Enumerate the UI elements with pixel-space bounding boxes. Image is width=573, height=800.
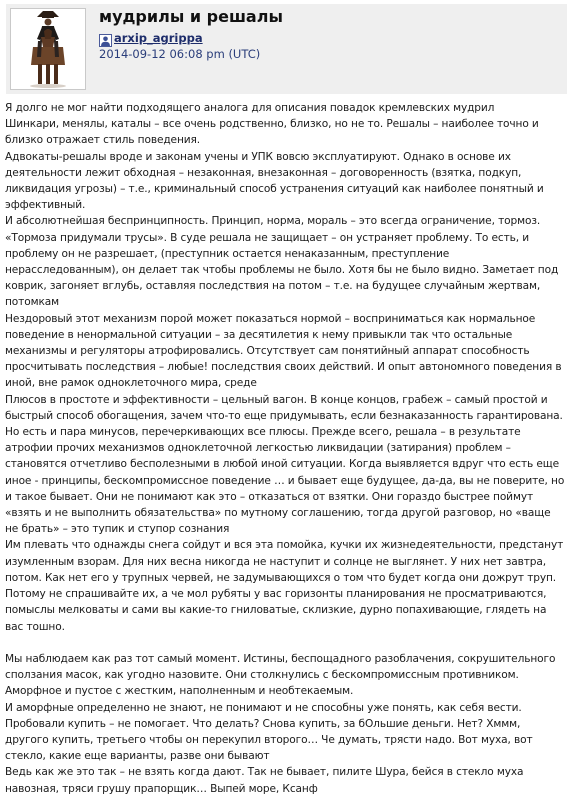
- paragraph: Им плевать что однажды снега сойдут и вся эта помойка, кучки их жизнедеятельности, предстанут изумленным взорам. Для них весна никогда не наступит и солнце не выглянет. У них нет завтра, потом. Как нет его у трупных червей, не задумывающихся о том что будет когда они дожрут труп. Потому не спрашивайте их, а че мол рубяты у вас горизонты планирования не просматриваются, помыслы мелковаты и сами вы какие-то гниловатые, склизкие, дурно попахивающие, глядеть на вас тошно.: [5, 539, 564, 633]
- cowboy-on-horse-icon: [11, 9, 85, 89]
- paragraph: Шинкари, менялы, каталы – все очень родственно, близко, но не то. Решалы – наиболее точно и близко отражает стиль поведения.: [5, 118, 539, 147]
- paragraph: Я долго не мог найти подходящего аналога для описания повадок кремлевских мудрил: [5, 102, 495, 114]
- entry-header: [6, 4, 567, 94]
- paragraph: Нездоровый этот механизм порой может показаться нормой – восприниматься как нормальное поведение в ненормальной ситуации – за десятилетия к нему привыкли так что остальные механизмы и регуляторы атрофировались. Отсутствует сам понятийный аппарат способность просчитывать последствия – любые! последствия своих действий. И опыт автономного поведения в иной, вне рамок одноклеточного мира, среде: [5, 312, 562, 390]
- paragraph: Ведь как же это так – не взять когда дают. Так не бывает, пилите Шура, бейся в стекло муха навозная, тряси грушу прапорщик… Выпей море, Ксанф: [5, 766, 524, 795]
- post-date: 2014-09-12 06:08 pm (UTC): [99, 47, 261, 61]
- paragraph: Адвокаты-решалы вроде и законам учены и УПК вовсю эксплуатируют. Однако в основе их деятельности лежит обходная – незаконная, внезаконная – договоренность (взятка, подкуп, ликвидация угрозы) – т.е., криминальный способ устранения ситуаций как наиболее понятный и эффективный.: [5, 150, 544, 212]
- blank-line: [5, 635, 566, 651]
- paragraph: Мы наблюдаем как раз тот самый момент. Истины, беспощадного разоблачения, сокрушительного сползания масок, как угодно назовите. Они столкнулись с бескомпромиссным противником. Аморфное и пустое с жестким, наполненным и необтекаемым.: [5, 652, 556, 698]
- author-line: [99, 30, 203, 46]
- paragraph: И аморфные определенно не знают, не понимают и не способны уже понять, как себя вести.: [5, 701, 522, 714]
- paragraph: Но есть и пара минусов, перечеркивающих все плюсы. Прежде всего, решала – в результате атрофии прочих механизмов одноклеточной легкостью ликвидации (затирания) проблем – становятся отчетливо бесполезными в любой иной ситуации. Когда выявляется вдруг что есть еще иное - принципы, бескомпромиссное поведение … и бывает еще будущее, да-да, вы не поверите, но и такое бывает. Они не понимают как это – отказаться от взятки. Они гораздо быстрее поймут «взять и не выполнить обязательства» по мутному соглашению, тогда другой разговор, но «ваще не брать» – это тупик и ступор сознания: [5, 426, 565, 536]
- post-body: [5, 100, 566, 797]
- user-head-icon[interactable]: [99, 32, 112, 45]
- paragraph: Пробовали купить – не помогает. Что делать? Снова купить, за бОльшие деньги. Нет? Хммм, другого купить, третьего чтобы он перекупил второго… Че думать, трясти надо. Вот муха, вот стекло, какие еще варианты, разве они бывают: [5, 717, 533, 763]
- userpic-cowboy-on-horse-icon[interactable]: [10, 8, 86, 90]
- paragraph: И абсолютнейшая беспринципность. Принцип, норма, мораль – это всегда ограничение, тормоз. «Тормоза придумали трусы». В суде решала не защищает – он устраняет проблему. То есть, и проблему он не разрешает, (преступник остается ненаказанным, преступление нерасследованным), он делает так чтобы проблемы не было. Хотя бы не было видно. Заметает под коврик, загоняет вглубь, оставляя последствия на потом – т.е. на будущее случайным жертвам, потомкам: [5, 215, 559, 309]
- author-link[interactable]: arxip_agrippa: [114, 31, 203, 45]
- post-title: мудрилы и решалы: [99, 7, 283, 26]
- paragraph: Плюсов в простоте и эффективности – цельный вагон. В конце концов, грабеж – самый простой и быстрый способ обогащения, зачем что-то еще придумывать, если безнаказанность гарантирована.: [5, 393, 563, 422]
